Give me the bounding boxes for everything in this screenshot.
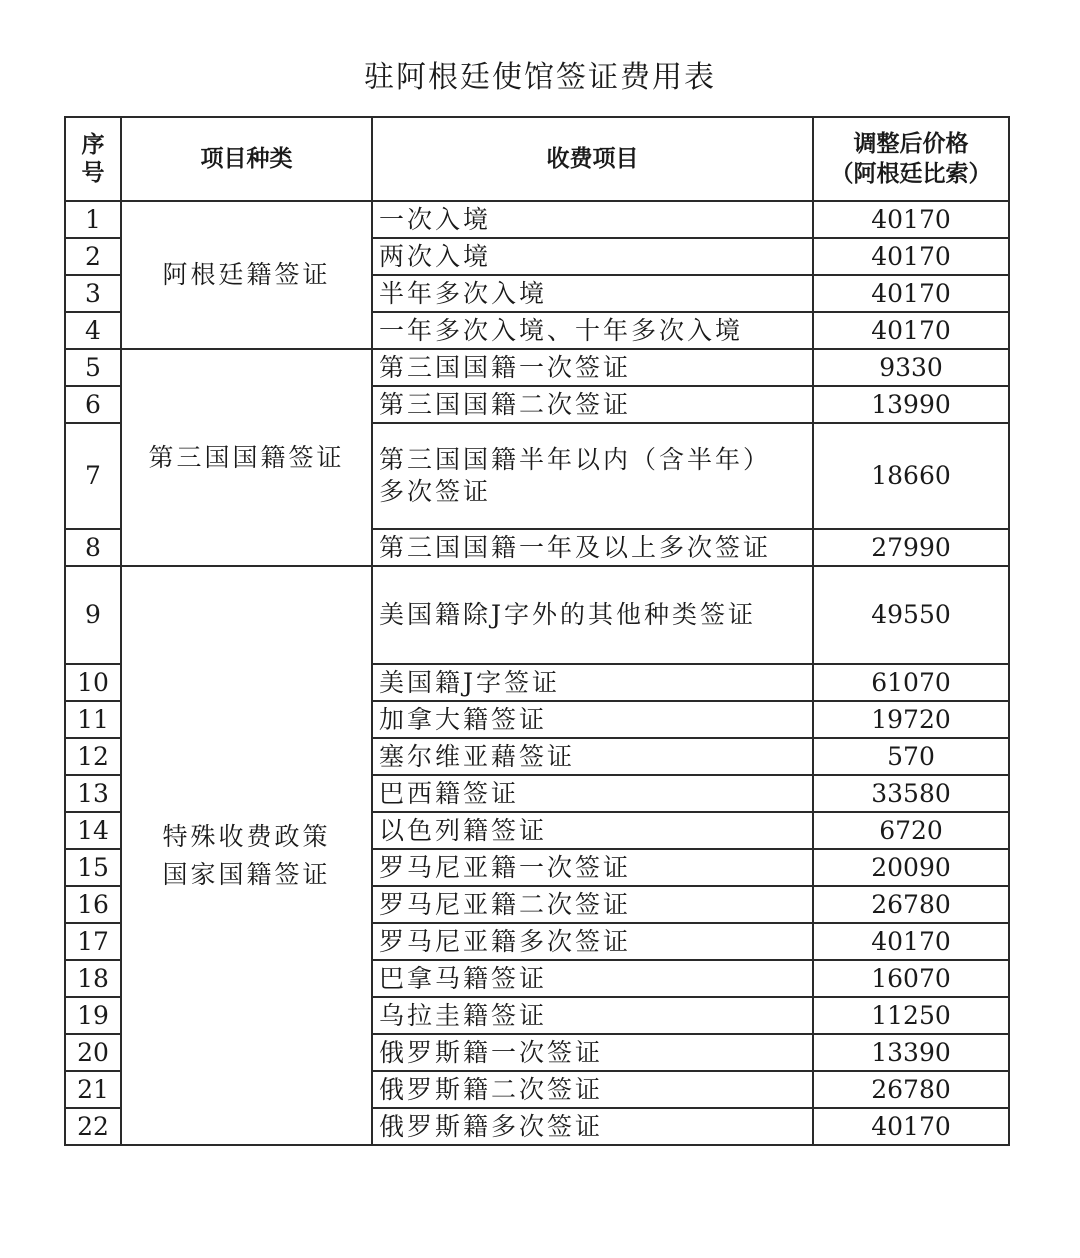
row-price: 61070 (813, 664, 1009, 701)
row-price: 9330 (813, 349, 1009, 386)
row-item: 巴拿马籍签证 (372, 960, 813, 997)
row-price: 13390 (813, 1034, 1009, 1071)
row-item: 第三国国籍一次签证 (372, 349, 813, 386)
row-item: 乌拉圭籍签证 (372, 997, 813, 1034)
row-price: 19720 (813, 701, 1009, 738)
row-seq: 14 (65, 812, 121, 849)
row-price: 33580 (813, 775, 1009, 812)
row-item: 第三国国籍一年及以上多次签证 (372, 529, 813, 566)
row-seq: 1 (65, 201, 121, 238)
row-price: 11250 (813, 997, 1009, 1034)
header-price (813, 117, 1009, 201)
row-seq: 13 (65, 775, 121, 812)
row-price: 40170 (813, 201, 1009, 238)
row-item: 美国籍J字签证 (372, 664, 813, 701)
header-price-line1: 调整后价格 (853, 131, 969, 157)
row-item: 一次入境 (372, 201, 813, 238)
row-item: 罗马尼亚籍多次签证 (372, 923, 813, 960)
row-item: 俄罗斯籍二次签证 (372, 1071, 813, 1108)
row-seq: 8 (65, 529, 121, 566)
row-seq: 10 (65, 664, 121, 701)
row-seq: 4 (65, 312, 121, 349)
row-price: 27990 (813, 529, 1009, 566)
header-price-line2: （阿根廷比索） (830, 161, 992, 187)
row-seq: 11 (65, 701, 121, 738)
category-argentina: 阿根廷籍签证 (121, 201, 372, 349)
row-item: 罗马尼亚籍一次签证 (372, 849, 813, 886)
row-seq: 9 (65, 566, 121, 664)
row-item: 半年多次入境 (372, 275, 813, 312)
header-item: 收费项目 (372, 117, 813, 201)
row-seq: 12 (65, 738, 121, 775)
category-special-line1: 特殊收费政策 (162, 821, 331, 851)
row-seq: 6 (65, 386, 121, 423)
table-row (65, 201, 1009, 238)
row-price: 20090 (813, 849, 1009, 886)
row-price: 40170 (813, 238, 1009, 275)
table-row (65, 566, 1009, 664)
row-item: 两次入境 (372, 238, 813, 275)
row-item: 以色列籍签证 (372, 812, 813, 849)
row-item-line2: 多次签证 (379, 477, 492, 506)
table-row (65, 349, 1009, 386)
row-seq: 17 (65, 923, 121, 960)
page-title: 驻阿根廷使馆签证费用表 (364, 60, 716, 95)
row-seq: 15 (65, 849, 121, 886)
row-seq: 22 (65, 1108, 121, 1145)
row-price: 26780 (813, 1071, 1009, 1108)
row-seq: 2 (65, 238, 121, 275)
category-special (121, 566, 372, 1145)
row-item: 第三国国籍二次签证 (372, 386, 813, 423)
row-seq: 3 (65, 275, 121, 312)
row-price: 16070 (813, 960, 1009, 997)
row-seq: 20 (65, 1034, 121, 1071)
table-header-row (65, 117, 1009, 201)
row-item (372, 423, 813, 529)
row-price: 40170 (813, 275, 1009, 312)
row-seq: 19 (65, 997, 121, 1034)
row-item: 塞尔维亚藉签证 (372, 738, 813, 775)
row-item: 罗马尼亚籍二次签证 (372, 886, 813, 923)
row-seq: 18 (65, 960, 121, 997)
row-item: 美国籍除J字外的其他种类签证 (372, 566, 813, 664)
row-price: 40170 (813, 1108, 1009, 1145)
category-special-line2: 国家国籍签证 (162, 859, 331, 889)
header-category: 项目种类 (121, 117, 372, 201)
row-price: 18660 (813, 423, 1009, 529)
row-seq: 7 (65, 423, 121, 529)
row-item: 加拿大籍签证 (372, 701, 813, 738)
visa-fee-table (64, 116, 1010, 1146)
row-item: 巴西籍签证 (372, 775, 813, 812)
row-seq: 16 (65, 886, 121, 923)
row-price: 40170 (813, 312, 1009, 349)
row-item: 俄罗斯籍多次签证 (372, 1108, 813, 1145)
header-seq-text: 序号 (81, 132, 105, 186)
row-item: 俄罗斯籍一次签证 (372, 1034, 813, 1071)
row-price: 40170 (813, 923, 1009, 960)
row-price: 13990 (813, 386, 1009, 423)
row-seq: 5 (65, 349, 121, 386)
row-price: 26780 (813, 886, 1009, 923)
header-seq (65, 117, 121, 201)
row-item: 一年多次入境、十年多次入境 (372, 312, 813, 349)
row-seq: 21 (65, 1071, 121, 1108)
row-price: 6720 (813, 812, 1009, 849)
row-item-line1: 第三国国籍半年以内（含半年） (379, 445, 772, 474)
category-third-country: 第三国国籍签证 (121, 349, 372, 566)
row-price: 49550 (813, 566, 1009, 664)
row-price: 570 (813, 738, 1009, 775)
